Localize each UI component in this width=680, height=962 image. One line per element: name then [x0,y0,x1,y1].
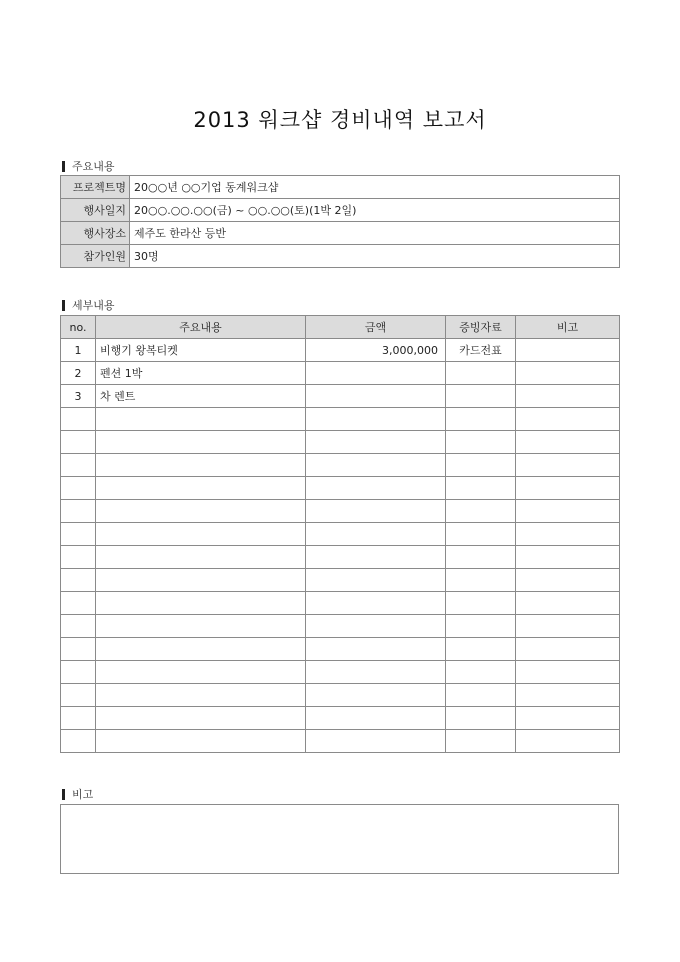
page-title: 2013 워크샵 경비내역 보고서 [193,108,487,132]
col-header-amount: 금액 [306,316,446,339]
row-item [96,592,306,615]
row-evidence [446,362,516,385]
details-header-row [61,316,620,339]
row-amount [306,362,446,385]
row-amount [306,615,446,638]
col-header-note: 비고 [516,316,620,339]
row-evidence [446,730,516,753]
row-no [61,638,96,661]
row-evidence [446,500,516,523]
row-amount [306,592,446,615]
row-no [61,592,96,615]
row-no [61,546,96,569]
table-row [61,408,620,431]
row-evidence [446,408,516,431]
row-item: 비행기 왕복티켓 [96,339,306,362]
summary-value: 30명 [130,245,620,268]
row-evidence [446,592,516,615]
summary-value: 20○○.○○.○○(금) ~ ○○.○○(토)(1박 2일) [130,199,620,222]
table-row [61,661,620,684]
row-item: 차 렌트 [96,385,306,408]
row-no [61,408,96,431]
row-no [61,684,96,707]
row-no: 3 [61,385,96,408]
row-amount [306,684,446,707]
summary-value: 20○○년 ○○기업 동계워크샵 [130,176,620,199]
row-item [96,707,306,730]
row-item [96,500,306,523]
table-row [61,684,620,707]
details-body [61,339,620,753]
row-item [96,730,306,753]
row-no [61,661,96,684]
col-header-item: 주요내용 [96,316,306,339]
section-marker-icon [62,300,65,311]
table-row [61,523,620,546]
row-no [61,730,96,753]
row-item [96,615,306,638]
row-amount [306,638,446,661]
row-amount [306,454,446,477]
row-amount: 3,000,000 [306,339,446,362]
col-header-evidence: 증빙자료 [446,316,516,339]
row-amount [306,661,446,684]
summary-row [61,176,620,199]
row-amount [306,730,446,753]
remarks-heading [62,786,93,802]
row-evidence [446,454,516,477]
row-amount [306,569,446,592]
section-marker-icon [62,161,65,172]
row-no [61,500,96,523]
row-item: 펜션 1박 [96,362,306,385]
row-note [516,684,620,707]
row-amount [306,707,446,730]
row-evidence [446,569,516,592]
remarks-box [60,804,619,874]
row-note [516,339,620,362]
table-row [61,638,620,661]
row-item [96,546,306,569]
row-note [516,477,620,500]
table-row [61,454,620,477]
row-note [516,362,620,385]
row-item [96,477,306,500]
row-item [96,684,306,707]
row-note [516,615,620,638]
summary-heading-label: 주요내용 [72,160,115,173]
row-evidence [446,684,516,707]
section-marker-icon [62,789,65,800]
col-header-no: no. [61,316,96,339]
row-evidence [446,638,516,661]
details-heading [62,297,115,313]
remarks-heading-label: 비고 [72,788,94,801]
table-row [61,569,620,592]
row-no: 2 [61,362,96,385]
row-no [61,707,96,730]
row-evidence [446,615,516,638]
summary-label: 참가인원 [61,245,130,268]
table-row [61,592,620,615]
row-item [96,661,306,684]
summary-row [61,245,620,268]
table-row [61,707,620,730]
table-row [61,615,620,638]
row-note [516,408,620,431]
row-note [516,730,620,753]
row-no [61,454,96,477]
row-note [516,638,620,661]
row-no [61,615,96,638]
row-no [61,431,96,454]
row-item [96,638,306,661]
row-item [96,454,306,477]
summary-heading [62,158,115,174]
summary-table [60,175,620,268]
summary-value: 제주도 한라산 등반 [130,222,620,245]
row-amount [306,385,446,408]
row-amount [306,500,446,523]
row-no [61,569,96,592]
row-note [516,385,620,408]
row-note [516,500,620,523]
summary-row [61,199,620,222]
table-row [61,477,620,500]
row-no: 1 [61,339,96,362]
row-evidence [446,546,516,569]
row-evidence: 카드전표 [446,339,516,362]
row-item [96,569,306,592]
row-item [96,523,306,546]
row-evidence [446,477,516,500]
row-item [96,431,306,454]
row-item [96,408,306,431]
row-amount [306,477,446,500]
table-row [61,546,620,569]
row-note [516,431,620,454]
details-table [60,315,620,753]
row-evidence [446,385,516,408]
details-heading-label: 세부내용 [72,299,115,312]
row-amount [306,523,446,546]
row-amount [306,546,446,569]
row-note [516,546,620,569]
row-note [516,661,620,684]
row-note [516,454,620,477]
row-evidence [446,707,516,730]
row-note [516,707,620,730]
summary-label: 행사일지 [61,199,130,222]
row-evidence [446,431,516,454]
table-row [61,730,620,753]
summary-row [61,222,620,245]
table-row [61,339,620,362]
row-note [516,569,620,592]
table-row [61,385,620,408]
row-no [61,477,96,500]
row-note [516,592,620,615]
row-amount [306,431,446,454]
row-note [516,523,620,546]
row-evidence [446,523,516,546]
summary-label: 행사장소 [61,222,130,245]
row-amount [306,408,446,431]
table-row [61,431,620,454]
summary-label: 프로젝트명 [61,176,130,199]
table-row [61,362,620,385]
table-row [61,500,620,523]
row-evidence [446,661,516,684]
row-no [61,523,96,546]
